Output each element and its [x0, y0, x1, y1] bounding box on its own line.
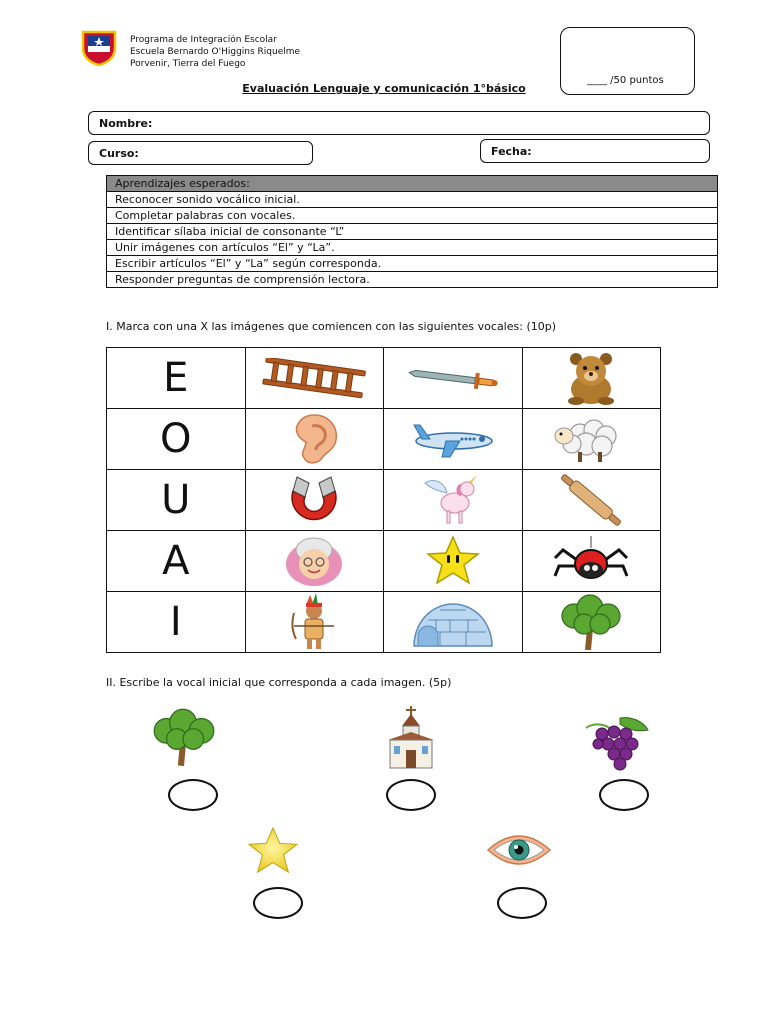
name-field[interactable] — [88, 111, 710, 135]
ear-icon — [286, 412, 342, 466]
table-row — [107, 272, 718, 288]
objective-item: Completar palabras con vocales. — [107, 208, 718, 224]
image-cell[interactable] — [522, 592, 661, 653]
igloo-icon — [410, 596, 496, 648]
table-row — [107, 240, 718, 256]
course-label: Curso: — [99, 146, 139, 160]
image-cell[interactable] — [384, 470, 523, 531]
school-name: Escuela Bernardo O'Higgins Riquelme — [130, 47, 301, 57]
score-label: ____ /50 puntos — [587, 75, 664, 86]
magnet-icon — [279, 475, 349, 525]
answer-oval-1[interactable] — [168, 779, 218, 811]
grandmother-icon — [284, 534, 344, 588]
church-icon — [384, 706, 438, 774]
bear-icon — [558, 351, 624, 405]
answer-oval-4[interactable] — [253, 887, 303, 919]
rolling-pin-icon — [552, 472, 630, 528]
name-label: Nombre: — [99, 116, 153, 130]
star-icon — [244, 826, 302, 880]
vowel-grid — [106, 347, 661, 653]
spider-icon — [553, 536, 629, 586]
objective-item: Identificar sílaba inicial de consonante “L” — [107, 224, 718, 240]
objective-item: Unir imágenes con artículos “El” y “La”. — [107, 240, 718, 256]
image-cell[interactable] — [522, 531, 661, 592]
table-row — [107, 208, 718, 224]
objective-item: Reconocer sonido vocálico inicial. — [107, 192, 718, 208]
vowel-cell: E — [107, 348, 246, 409]
airplane-icon — [410, 419, 496, 459]
table-row — [107, 470, 661, 531]
image-cell[interactable] — [245, 531, 384, 592]
image-cell[interactable] — [245, 470, 384, 531]
table-row — [107, 192, 718, 208]
table-row — [107, 409, 661, 470]
answer-oval-2[interactable] — [386, 779, 436, 811]
image-cell[interactable] — [522, 409, 661, 470]
objectives-header-row — [107, 176, 718, 192]
objective-item: Escribir artículos “El” y “La” según corresponda. — [107, 256, 718, 272]
image-cell[interactable] — [384, 348, 523, 409]
vowel-cell: U — [107, 470, 246, 531]
section-2-title: II. Escribe la vocal inicial que corresponda a cada imagen. (5p) — [106, 676, 452, 689]
answer-oval-5[interactable] — [497, 887, 547, 919]
table-row — [107, 256, 718, 272]
ladder-icon — [262, 358, 366, 398]
school-crest-icon — [80, 30, 118, 66]
course-field[interactable] — [88, 141, 313, 165]
image-cell[interactable] — [245, 409, 384, 470]
table-row — [107, 531, 661, 592]
tree-icon — [554, 594, 628, 650]
table-row — [107, 592, 661, 653]
table-row — [107, 348, 661, 409]
date-field[interactable] — [480, 139, 710, 163]
tree-icon — [146, 708, 222, 770]
grapes-icon — [584, 716, 650, 778]
program-name: Programa de Integración Escolar — [130, 35, 277, 45]
image-cell[interactable] — [522, 348, 661, 409]
objectives-header: Aprendizajes esperados: — [107, 176, 718, 192]
school-location: Porvenir, Tierra del Fuego — [130, 59, 246, 69]
date-label: Fecha: — [491, 144, 532, 158]
star-icon — [425, 535, 481, 587]
school-info — [130, 34, 300, 70]
image-cell[interactable] — [245, 348, 384, 409]
vowel-cell: I — [107, 592, 246, 653]
vowel-cell: O — [107, 409, 246, 470]
image-cell[interactable] — [522, 470, 661, 531]
answer-oval-3[interactable] — [599, 779, 649, 811]
image-cell[interactable] — [384, 531, 523, 592]
objective-item: Responder preguntas de comprensión lectora. — [107, 272, 718, 288]
image-cell[interactable] — [245, 592, 384, 653]
image-cell[interactable] — [384, 409, 523, 470]
sheep-icon — [552, 414, 630, 464]
page-title: Evaluación Lenguaje y comunicación 1°básico — [242, 82, 526, 95]
sword-icon — [407, 364, 499, 392]
objectives-table — [106, 175, 718, 288]
vowel-cell: A — [107, 531, 246, 592]
table-row — [107, 224, 718, 240]
unicorn-icon — [421, 473, 485, 527]
image-cell[interactable] — [384, 592, 523, 653]
section-1-title: I. Marca con una X las imágenes que comiencen con las siguientes vocales: (10p) — [106, 320, 557, 333]
native-boy-icon — [286, 593, 342, 651]
eye-icon — [486, 828, 552, 876]
